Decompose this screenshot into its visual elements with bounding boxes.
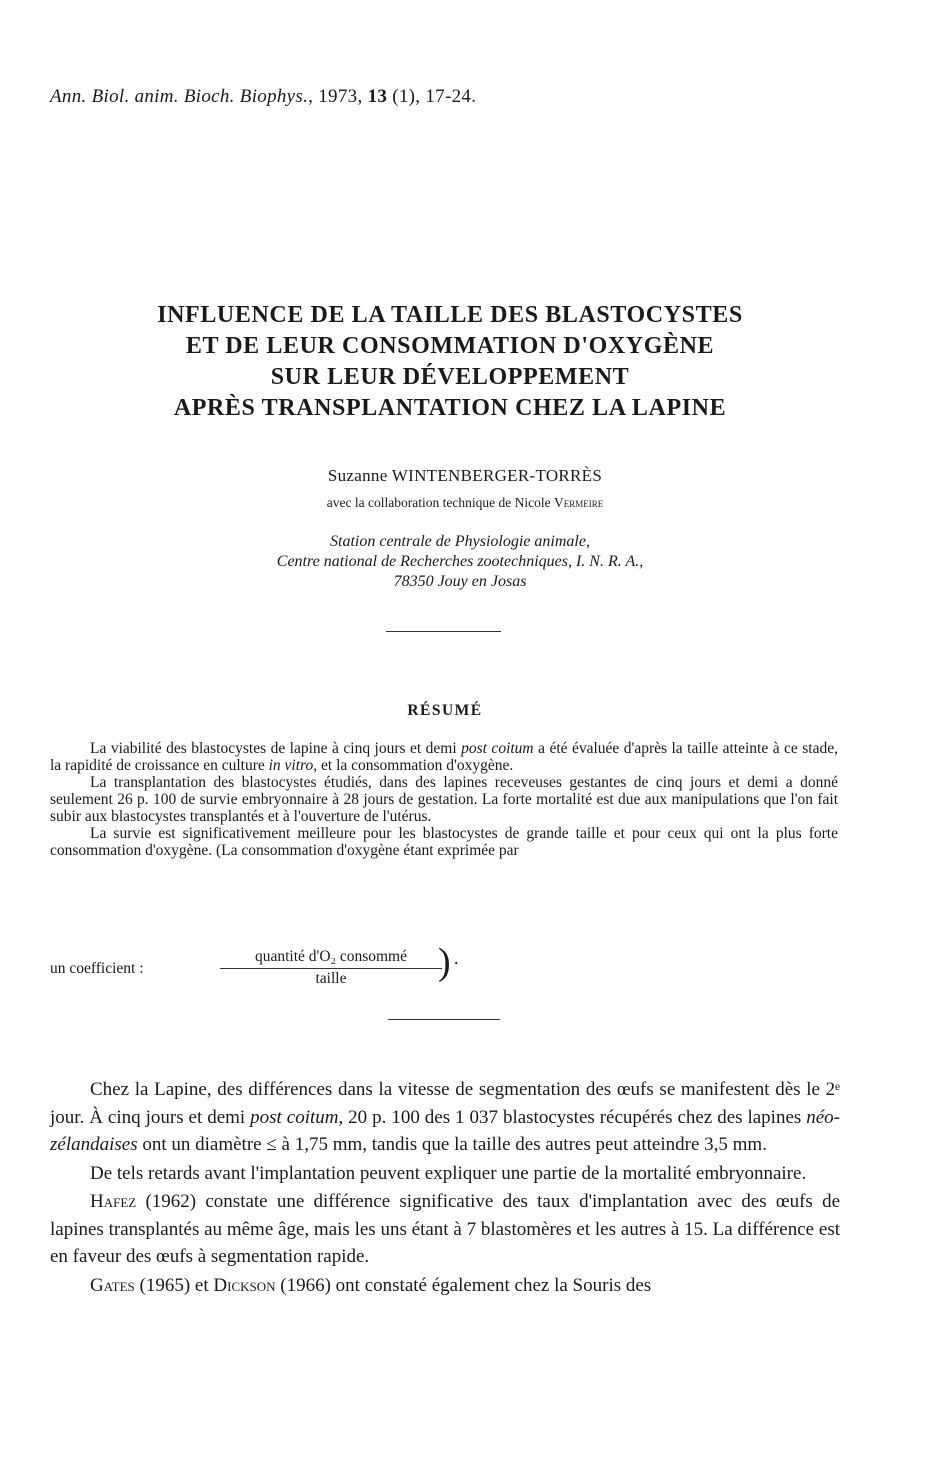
abstract-paragraph <box>50 740 838 774</box>
title-line: ET DE LEUR CONSOMMATION D'OXYGÈNE <box>185 333 715 359</box>
article-body <box>50 1076 840 1299</box>
text-run-italic: post coitum <box>250 1106 339 1128</box>
oxygen-coefficient-formula <box>50 938 838 998</box>
abstract-paragraph: La transplantation des blastocystes étudiés, dans des lapines receveuses gestantes de cinq jours et demi a donné seulement 26 p. 100 de survie embryonnaire à 28 jours de gestation. La forte mortalité est due aux manipulations que l'on fait subir aux blastocystes transplantés et à l'ouverture de l'utérus. <box>50 774 838 825</box>
author-affiliation <box>0 532 920 592</box>
cited-author: Dickson <box>213 1274 276 1296</box>
abstract-heading: RÉSUMÉ <box>407 702 483 719</box>
formula-numerator: quantité d'O₂ consommé <box>220 948 442 969</box>
text-run: a été évaluée d'après la taille atteinte à ce stade, la rapidité de croissance en culture <box>50 740 838 774</box>
text-run: , et la consommation d'oxygène. <box>313 757 514 774</box>
cited-author: Hafez <box>90 1191 137 1212</box>
journal-citation <box>50 86 476 108</box>
title-line: SUR LEUR DÉVELOPPEMENT <box>270 364 630 390</box>
title-line: INFLUENCE DE LA TAILLE DES BLASTOCYSTES <box>157 302 743 328</box>
body-paragraph: De tels retards avant l'implantation peuvent expliquer une partie de la mortalité embryonnaire. <box>90 1162 807 1184</box>
collaborator-name: Vermeire <box>553 495 604 510</box>
article-title <box>0 300 900 424</box>
technical-collaboration <box>0 495 930 511</box>
body-paragraph <box>50 1188 840 1271</box>
closing-parenthesis: ) <box>438 941 451 983</box>
text-run: (1966) ont constaté également chez la Souris des <box>275 1274 652 1296</box>
text-run: ont un diamètre ≤ à 1,75 mm, tandis que la taille des autres peut atteindre 3,5 mm. <box>137 1134 767 1155</box>
section-divider <box>386 631 501 632</box>
text-run: (1965) et <box>134 1274 214 1296</box>
formula-fraction <box>220 948 442 988</box>
affiliation-line: 78350 Jouy en Josas <box>393 573 527 590</box>
journal-name: Ann. Biol. anim. Bioch. Biophys. <box>50 86 309 107</box>
body-paragraph <box>50 1272 840 1300</box>
text-run: La viabilité des blastocystes de lapine à cinq jours et demi <box>90 740 462 757</box>
citation-year: , 1973, <box>308 86 368 107</box>
formula-period: . <box>454 948 459 968</box>
abstract-text <box>50 740 838 859</box>
title-line: APRÈS TRANSPLANTATION CHEZ LA LAPINE <box>173 395 727 421</box>
abstract-paragraph: La survie est significativement meilleure pour les blastocystes de grande taille et pour ceux qui ont la plus forte consommation d'oxygène. (La consommation d'oxygène étant exprimée par <box>50 825 838 859</box>
cited-author: Gates <box>90 1274 135 1296</box>
text-run: , 20 p. 100 des 1 037 blastocystes récupérés chez des lapines <box>338 1106 807 1128</box>
author-name: Suzanne WINTENBERGER-TORRÈS <box>327 466 603 485</box>
text-run: Chez la Lapine, des différences dans la vitesse de segmentation des œufs se manifestent dès le 2ᵉ jour. À cinq jours et demi <box>50 1079 840 1128</box>
text-run-italic: post coitum <box>461 740 534 757</box>
text-run-italic: in vitro <box>268 757 314 774</box>
affiliation-line: Station centrale de Physiologie animale, <box>330 533 590 550</box>
text-run: (1962) constate une différence significative des taux d'implantation avec des œufs de lapines transplantés au même âge, mais les uns étant à 7 blastomères et les autres à 15. La différence est en faveur des œufs à segmentation rapide. <box>50 1191 840 1267</box>
collaboration-text: avec la collaboration technique de Nicole <box>326 495 551 510</box>
section-divider <box>388 1019 500 1020</box>
affiliation-line: Centre national de Recherches zootechniques, I. N. R. A., <box>276 553 644 570</box>
body-paragraph <box>50 1076 840 1159</box>
citation-pages: (1), 17-24. <box>387 86 477 107</box>
formula-denominator: taille <box>315 970 347 987</box>
text-run-italic: néo-zélandaises <box>50 1106 840 1155</box>
citation-volume: 13 <box>367 86 388 107</box>
formula-lead-text: un coefficient : <box>50 960 144 977</box>
